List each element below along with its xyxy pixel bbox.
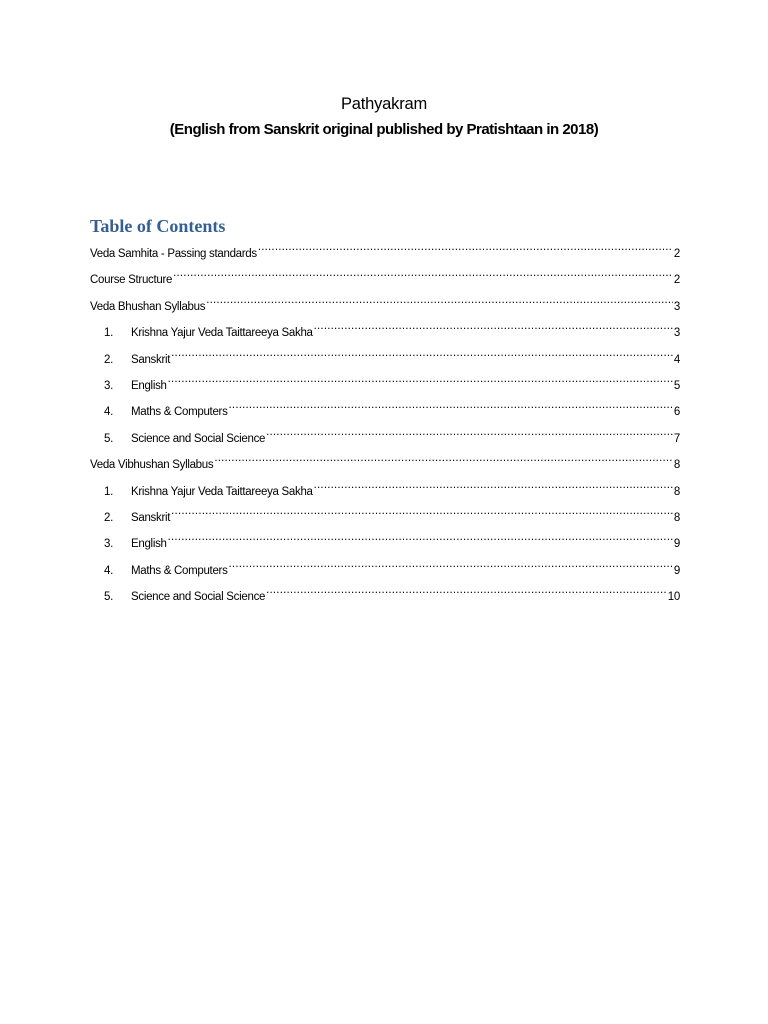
toc-subentry[interactable] [90,396,680,422]
toc-dot-leader [266,423,673,442]
toc-entry-number: 5. [104,432,113,445]
toc-subentry[interactable] [90,370,680,396]
toc-entry-title[interactable]: Sanskrit [131,511,171,524]
toc-page-number[interactable]: 8 [673,459,680,472]
toc-subentry[interactable] [90,423,680,449]
toc-dot-leader [314,317,673,336]
toc-dot-leader [229,396,673,415]
toc-page-number[interactable]: 9 [673,564,680,577]
toc-page-number[interactable]: 10 [667,591,680,604]
toc-dot-leader [258,238,673,257]
toc-entry-title[interactable]: Krishna Yajur Veda Taittareeya Sakha [131,485,313,498]
toc-entry-number: 1. [104,485,113,498]
toc-entry-number: 2. [104,353,113,366]
toc-entry[interactable] [90,238,680,264]
toc-subentry[interactable] [90,344,680,370]
toc-dot-leader [168,370,673,389]
toc-entry-title[interactable]: Science and Social Science [131,591,266,604]
toc-page-number[interactable]: 2 [673,274,680,287]
toc-entry-number: 1. [104,327,113,340]
toc-subentry[interactable] [90,528,680,554]
toc-entry-number: 3. [104,379,113,392]
toc-page-number[interactable]: 4 [673,353,680,366]
toc-entry-title[interactable]: Veda Bhushan Syllabus [90,300,206,313]
toc-entry-title[interactable]: Maths & Computers [131,564,228,577]
toc-subentry[interactable] [90,555,680,581]
toc-dot-leader [229,555,673,574]
toc-entry-title[interactable]: English [131,538,167,551]
toc-entry-number: 4. [104,406,113,419]
toc-page-number[interactable]: 8 [673,485,680,498]
toc-dot-leader [171,344,673,363]
toc-entry-number: 4. [104,564,113,577]
toc-dot-leader [266,581,667,600]
toc-entry-title[interactable]: Maths & Computers [131,406,228,419]
toc-page-number[interactable]: 9 [673,538,680,551]
toc-entry[interactable] [90,291,680,317]
toc-entry-number: 3. [104,538,113,551]
toc-dot-leader [171,502,673,521]
toc-entry-title[interactable]: Veda Vibhushan Syllabus [90,459,214,472]
toc-page-number[interactable]: 2 [673,248,680,260]
toc-page-number[interactable]: 3 [673,327,680,340]
toc-entry-title[interactable]: Course Structure [90,274,173,287]
toc-subentry[interactable] [90,476,680,502]
toc-entry[interactable] [90,264,680,290]
document-subtitle: (English from Sanskrit original published by Pratishtaan in 2018) [169,121,599,138]
document-title: Pathyakram [340,95,428,113]
toc-entry-number: 2. [104,511,113,524]
toc-entry-title[interactable]: English [131,379,167,392]
toc-page-number[interactable]: 8 [673,511,680,524]
toc-entry-title[interactable]: Veda Samhita - Passing standards [90,248,257,260]
toc-dot-leader [214,449,673,468]
toc-page-number[interactable]: 6 [673,406,680,419]
toc-page-number[interactable]: 3 [673,300,680,313]
toc-entry-number: 5. [104,591,113,604]
toc-page-number[interactable]: 5 [673,379,680,392]
toc-entry-title[interactable]: Science and Social Science [131,432,266,445]
toc-page-number[interactable]: 7 [673,432,680,445]
toc-subentry[interactable] [90,581,680,607]
toc-entry[interactable] [90,449,680,475]
toc-entry-title[interactable]: Sanskrit [131,353,171,366]
toc-subentry[interactable] [90,317,680,343]
toc-entry-title[interactable]: Krishna Yajur Veda Taittareeya Sakha [131,327,313,340]
toc-heading: Table of Contents [90,216,226,236]
toc-dot-leader [168,528,673,547]
table-of-contents [90,238,680,607]
toc-dot-leader [314,476,673,495]
toc-dot-leader [173,264,673,283]
toc-dot-leader [206,291,673,310]
toc-subentry[interactable] [90,502,680,528]
